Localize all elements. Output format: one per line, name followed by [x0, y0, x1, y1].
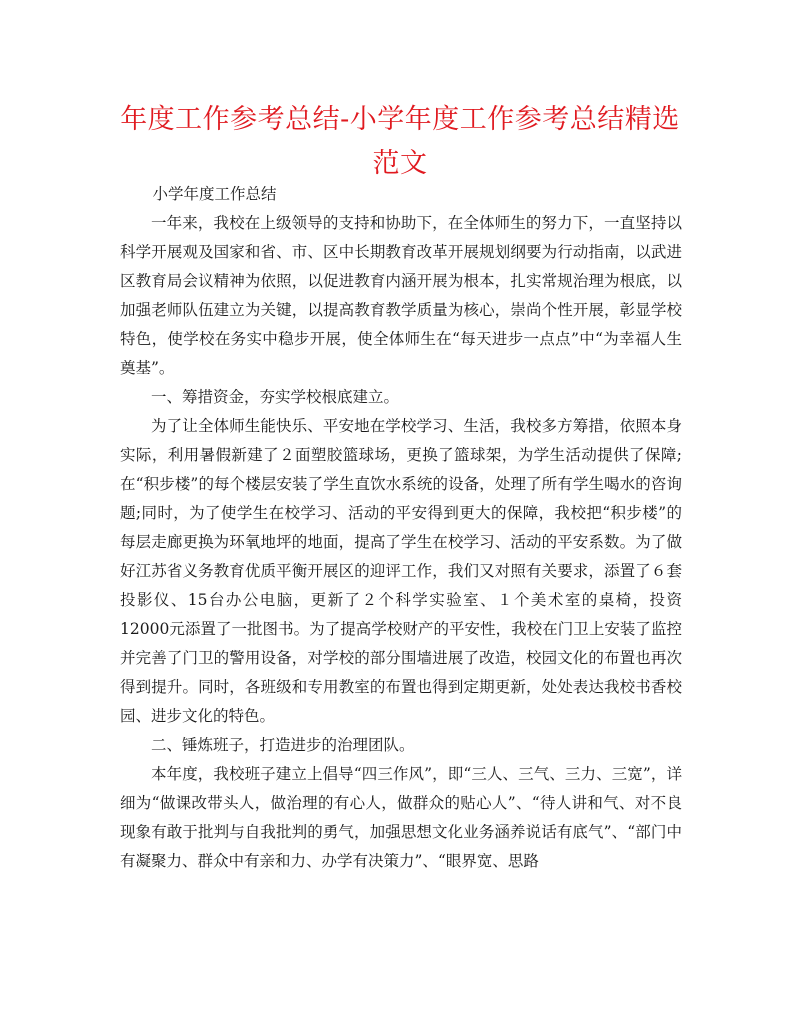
- document-body: [120, 180, 682, 876]
- document-subtitle: 小学年度工作总结: [152, 185, 277, 203]
- section-heading-1: 一、筹措资金，夯实学校根底建立。: [151, 388, 400, 406]
- section-heading-2: 二、锤炼班子，打造进步的治理团队。: [151, 736, 415, 754]
- paragraph-section-2: 本年度，我校班子建立上倡导“四三作风”，即“三人、三气、三力、三宽”，详细为“做课改带头人，做治理的有心人，做群众的贴心人”、“待人讲和气、对不良现象有敢于批判与自我批判的勇气，加强思想文化业务涵养说话有底气”、“部门中有凝聚力、群众中有亲和力、办学有决策力”、“眼界宽、思路: [120, 765, 682, 870]
- document-title: 年度工作参考总结-小学年度工作参考总结精选范文: [120, 104, 680, 179]
- paragraph-section-1: 为了让全体师生能快乐、平安地在学校学习、生活，我校多方筹措，依照本身实际，利用暑假新建了２面塑胶篮球场，更换了篮球架，为学生活动提供了保障;在“积步楼”的每个楼层安装了学生直饮水系统的设备，处理了所有学生喝水的咨询题;同时，为了使学生在校学习、活动的平安得到更大的保障，我校把“积步楼”的每层走廊更换为环氧地坪的地面，提高了学生在校学习、活动的平安系数。为了做好江苏省义务教育优质平衡开展区的迎评工作，我们又对照有关要求，添置了６套投影仪、15台办公电脑，更新了２个科学实验室、１个美术室的桌椅，投资12000元添置了一批图书。为了提高学校财产的平安性，我校在门卫上安装了监控并完善了门卫的警用设备，对学校的部分围墙进展了改造，校园文化的布置也再次得到提升。同时，各班级和专用教室的布置也得到定期更新，处处表达我校书香校园、进步文化的特色。: [120, 417, 682, 725]
- paragraph-intro: 一年来，我校在上级领导的支持和协助下，在全体师生的努力下，一直坚持以科学开展观及国家和省、市、区中长期教育改革开展规划纲要为行动指南，以武进区教育局会议精神为依照，以促进教育内涵开展为根本，扎实常规治理为根底，以加强老师队伍建立为关键，以提高教育教学质量为核心，崇尚个性开展，彰显学校特色，使学校在务实中稳步开展，使全体师生在“每天进步一点点”中“为幸福人生奠基”。: [120, 214, 682, 377]
